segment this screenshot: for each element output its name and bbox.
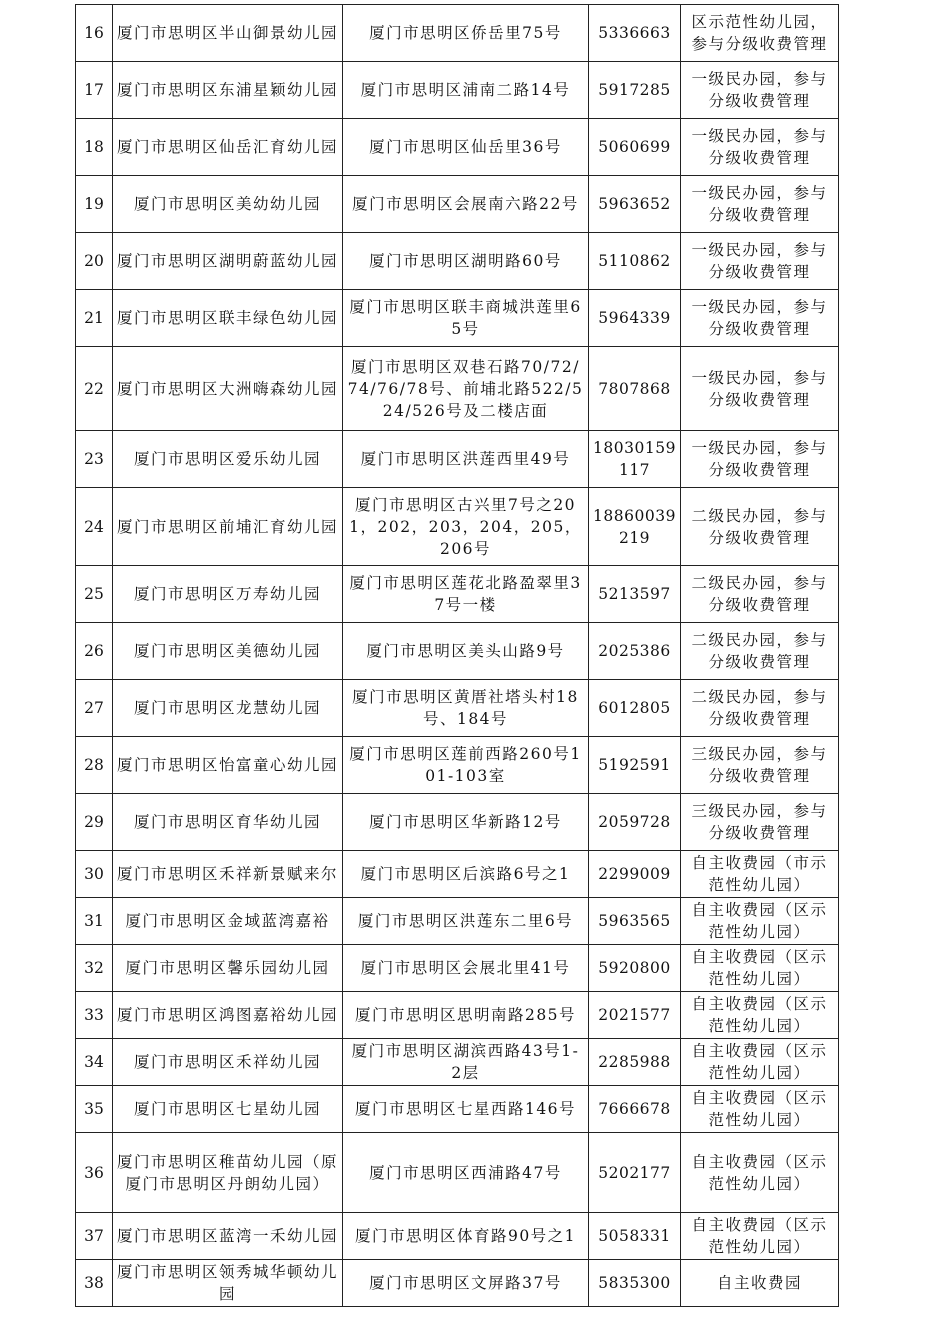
cell-phone: 7666678 [589,1086,681,1133]
cell-note: 一级民办园，参与分级收费管理 [681,431,839,488]
cell-phone: 2285988 [589,1039,681,1086]
cell-phone: 5192591 [589,737,681,794]
cell-no: 22 [76,347,113,431]
cell-name: 厦门市思明区稚苗幼儿园（原厦门市思明区丹朗幼儿园） [113,1133,343,1213]
cell-note: 自主收费园（区示范性幼儿园） [681,1133,839,1213]
cell-note: 自主收费园 [681,1260,839,1307]
cell-address: 厦门市思明区浦南二路14号 [343,62,589,119]
cell-name: 厦门市思明区育华幼儿园 [113,794,343,851]
cell-phone: 7807868 [589,347,681,431]
cell-phone: 2059728 [589,794,681,851]
cell-no: 38 [76,1260,113,1307]
cell-phone: 5963565 [589,898,681,945]
table-row [76,1086,839,1133]
cell-no: 34 [76,1039,113,1086]
cell-address: 厦门市思明区黄厝社塔头村18号、184号 [343,680,589,737]
cell-phone: 5336663 [589,5,681,62]
cell-no: 18 [76,119,113,176]
cell-address: 厦门市思明区侨岳里75号 [343,5,589,62]
cell-name: 厦门市思明区大洲嗨森幼儿园 [113,347,343,431]
cell-address: 厦门市思明区西浦路47号 [343,1133,589,1213]
cell-note: 三级民办园，参与分级收费管理 [681,737,839,794]
table-row [76,119,839,176]
cell-address: 厦门市思明区文屏路37号 [343,1260,589,1307]
table-row [76,898,839,945]
cell-no: 28 [76,737,113,794]
cell-address: 厦门市思明区古兴里7号之201，202，203，204，205，206号 [343,488,589,566]
cell-name: 厦门市思明区湖明蔚蓝幼儿园 [113,233,343,290]
cell-phone: 5058331 [589,1213,681,1260]
cell-note: 二级民办园，参与分级收费管理 [681,623,839,680]
cell-no: 20 [76,233,113,290]
cell-address: 厦门市思明区体育路90号之1 [343,1213,589,1260]
cell-address: 厦门市思明区后滨路6号之1 [343,851,589,898]
cell-note: 自主收费园（区示范性幼儿园） [681,1086,839,1133]
cell-address: 厦门市思明区思明南路285号 [343,992,589,1039]
cell-name: 厦门市思明区万寿幼儿园 [113,566,343,623]
cell-name: 厦门市思明区怡富童心幼儿园 [113,737,343,794]
cell-address: 厦门市思明区美头山路9号 [343,623,589,680]
table-row [76,1260,839,1307]
table-body [76,5,839,1307]
cell-no: 33 [76,992,113,1039]
cell-phone: 5920800 [589,945,681,992]
cell-phone: 5963652 [589,176,681,233]
cell-note: 区示范性幼儿园，参与分级收费管理 [681,5,839,62]
cell-no: 24 [76,488,113,566]
table-row [76,992,839,1039]
cell-address: 厦门市思明区湖滨西路43号1-2层 [343,1039,589,1086]
cell-note: 自主收费园（区示范性幼儿园） [681,898,839,945]
cell-name: 厦门市思明区禾祥幼儿园 [113,1039,343,1086]
cell-name: 厦门市思明区前埔汇育幼儿园 [113,488,343,566]
cell-no: 37 [76,1213,113,1260]
cell-address: 厦门市思明区仙岳里36号 [343,119,589,176]
table-row [76,1133,839,1213]
cell-note: 自主收费园（区示范性幼儿园） [681,1039,839,1086]
cell-no: 29 [76,794,113,851]
table-row [76,680,839,737]
cell-no: 25 [76,566,113,623]
cell-name: 厦门市思明区半山御景幼儿园 [113,5,343,62]
table-row [76,233,839,290]
cell-name: 厦门市思明区龙慧幼儿园 [113,680,343,737]
cell-note: 自主收费园（区示范性幼儿园） [681,1213,839,1260]
cell-address: 厦门市思明区七星西路146号 [343,1086,589,1133]
cell-no: 16 [76,5,113,62]
cell-note: 一级民办园，参与分级收费管理 [681,233,839,290]
table-row [76,176,839,233]
table-row [76,851,839,898]
cell-name: 厦门市思明区仙岳汇育幼儿园 [113,119,343,176]
cell-name: 厦门市思明区七星幼儿园 [113,1086,343,1133]
cell-name: 厦门市思明区金域蓝湾嘉裕 [113,898,343,945]
table-row [76,566,839,623]
cell-note: 自主收费园（区示范性幼儿园） [681,992,839,1039]
cell-name: 厦门市思明区领秀城华顿幼儿园 [113,1260,343,1307]
cell-address: 厦门市思明区双巷石路70/72/74/76/78号、前埔北路522/524/526号及二楼店面 [343,347,589,431]
cell-phone: 2021577 [589,992,681,1039]
table-row [76,945,839,992]
cell-no: 31 [76,898,113,945]
table-row [76,623,839,680]
cell-note: 自主收费园（市示范性幼儿园） [681,851,839,898]
cell-no: 27 [76,680,113,737]
cell-name: 厦门市思明区鸿图嘉裕幼儿园 [113,992,343,1039]
cell-name: 厦门市思明区爱乐幼儿园 [113,431,343,488]
table-row [76,488,839,566]
cell-address: 厦门市思明区洪莲东二里6号 [343,898,589,945]
cell-phone: 5917285 [589,62,681,119]
cell-address: 厦门市思明区会展北里41号 [343,945,589,992]
cell-phone: 5835300 [589,1260,681,1307]
cell-note: 二级民办园，参与分级收费管理 [681,680,839,737]
cell-no: 23 [76,431,113,488]
cell-address: 厦门市思明区莲前西路260号101-103室 [343,737,589,794]
table-row [76,347,839,431]
cell-address: 厦门市思明区莲花北路盈翠里37号一楼 [343,566,589,623]
cell-note: 一级民办园，参与分级收费管理 [681,347,839,431]
cell-phone: 18860039219 [589,488,681,566]
document-page [75,4,838,1307]
cell-phone: 18030159117 [589,431,681,488]
table-row [76,431,839,488]
cell-phone: 5213597 [589,566,681,623]
cell-note: 一级民办园，参与分级收费管理 [681,119,839,176]
cell-name: 厦门市思明区禾祥新景赋来尔 [113,851,343,898]
cell-no: 35 [76,1086,113,1133]
table-row [76,794,839,851]
cell-phone: 5110862 [589,233,681,290]
cell-phone: 2299009 [589,851,681,898]
cell-name: 厦门市思明区东浦星颖幼儿园 [113,62,343,119]
table-row [76,1213,839,1260]
cell-note: 一级民办园，参与分级收费管理 [681,62,839,119]
cell-note: 二级民办园，参与分级收费管理 [681,488,839,566]
table-row [76,737,839,794]
cell-no: 26 [76,623,113,680]
cell-name: 厦门市思明区美幼幼儿园 [113,176,343,233]
cell-name: 厦门市思明区蓝湾一禾幼儿园 [113,1213,343,1260]
cell-address: 厦门市思明区华新路12号 [343,794,589,851]
cell-address: 厦门市思明区湖明路60号 [343,233,589,290]
cell-address: 厦门市思明区洪莲西里49号 [343,431,589,488]
cell-name: 厦门市思明区联丰绿色幼儿园 [113,290,343,347]
cell-address: 厦门市思明区会展南六路22号 [343,176,589,233]
table-row [76,5,839,62]
cell-phone: 5060699 [589,119,681,176]
cell-phone: 6012805 [589,680,681,737]
cell-name: 厦门市思明区美德幼儿园 [113,623,343,680]
cell-no: 36 [76,1133,113,1213]
cell-no: 19 [76,176,113,233]
cell-no: 30 [76,851,113,898]
cell-phone: 5202177 [589,1133,681,1213]
cell-note: 一级民办园，参与分级收费管理 [681,176,839,233]
cell-name: 厦门市思明区馨乐园幼儿园 [113,945,343,992]
cell-note: 一级民办园，参与分级收费管理 [681,290,839,347]
kindergarten-table [75,4,839,1307]
cell-note: 三级民办园，参与分级收费管理 [681,794,839,851]
cell-note: 自主收费园（区示范性幼儿园） [681,945,839,992]
table-row [76,290,839,347]
cell-no: 32 [76,945,113,992]
cell-no: 17 [76,62,113,119]
cell-no: 21 [76,290,113,347]
cell-phone: 5964339 [589,290,681,347]
table-row [76,62,839,119]
cell-phone: 2025386 [589,623,681,680]
table-row [76,1039,839,1086]
cell-note: 二级民办园，参与分级收费管理 [681,566,839,623]
cell-address: 厦门市思明区联丰商城洪莲里65号 [343,290,589,347]
